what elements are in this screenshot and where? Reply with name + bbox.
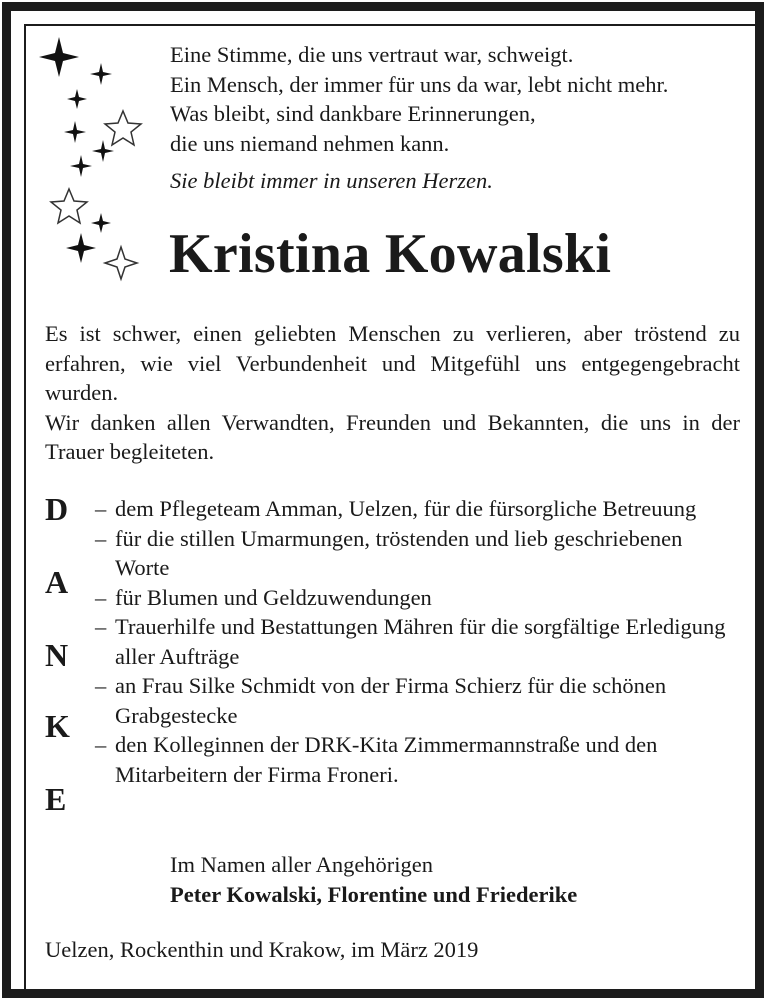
list-item-text: an Frau Silke Schmidt von der Firma Schierz für die schönen Grabgestecke <box>115 673 667 728</box>
list-dash: – <box>95 496 107 521</box>
danke-letter-d: D <box>45 491 69 527</box>
thanks-paragraph: Wir danken allen Verwandten, Freunden und Bekannten, die uns in der Trauer begleiteten. <box>45 409 740 464</box>
list-item-text: dem Pflegeteam Amman, Uelzen, für die fürsorgliche Betreuung <box>115 496 697 521</box>
danke-letter-e: E <box>45 781 67 817</box>
place-date: Uelzen, Rockenthin und Krakow, im März 2019 <box>45 937 479 962</box>
poem-line: die uns niemand nehmen kann. <box>170 130 450 156</box>
danke-list <box>95 494 735 789</box>
danke-letter-k: K <box>45 708 70 744</box>
signature-names: Peter Kowalski, Florentine und Friederike <box>170 881 578 907</box>
list-dash: – <box>95 673 107 698</box>
list-item-text: für die stillen Umarmungen, tröstenden und lieb geschriebenen Worte <box>115 525 683 580</box>
stars-icon <box>37 37 167 297</box>
outer-border <box>2 2 764 998</box>
list-item <box>95 671 735 730</box>
list-dash: – <box>95 584 107 610</box>
poem-line: Was bleibt, sind dankbare Erinnerungen, <box>170 101 536 126</box>
list-item <box>95 524 735 583</box>
list-dash: – <box>95 614 107 639</box>
list-item <box>95 494 735 524</box>
deceased-name: Kristina Kowalski <box>169 223 612 285</box>
signature-intro: Im Namen aller Angehörigen <box>170 852 434 877</box>
list-item-text: den Kolleginnen der DRK-Kita Zimmermannstraße und den Mitarbeitern der Firma Froneri. <box>115 732 658 787</box>
list-dash: – <box>95 525 107 551</box>
list-dash: – <box>95 732 107 757</box>
motto: Sie bleibt immer in unseren Herzen. <box>170 168 493 193</box>
list-item-text: für Blumen und Geldzuwendungen <box>115 584 432 610</box>
poem <box>170 40 668 158</box>
list-item <box>95 730 735 789</box>
thanks-paragraph: Es ist schwer, einen geliebten Menschen zu verlieren, aber tröstend zu erfahren, wie viel Verbundenheit und Mitgefühl uns entgegengebracht wurden. <box>45 321 740 405</box>
danke-letter-n: N <box>45 637 69 673</box>
list-item <box>95 612 735 671</box>
poem-line: Ein Mensch, der immer für uns da war, lebt nicht mehr. <box>170 71 669 97</box>
list-item-text: Trauerhilfe und Bestattungen Mähren für die sorgfältige Erledigung aller Aufträge <box>115 614 726 669</box>
signature <box>170 850 577 909</box>
thanks-text <box>45 319 740 467</box>
list-item <box>95 583 735 613</box>
danke-letter-a: A <box>45 564 69 600</box>
poem-line: Eine Stimme, die uns vertraut war, schweigt. <box>170 42 574 67</box>
